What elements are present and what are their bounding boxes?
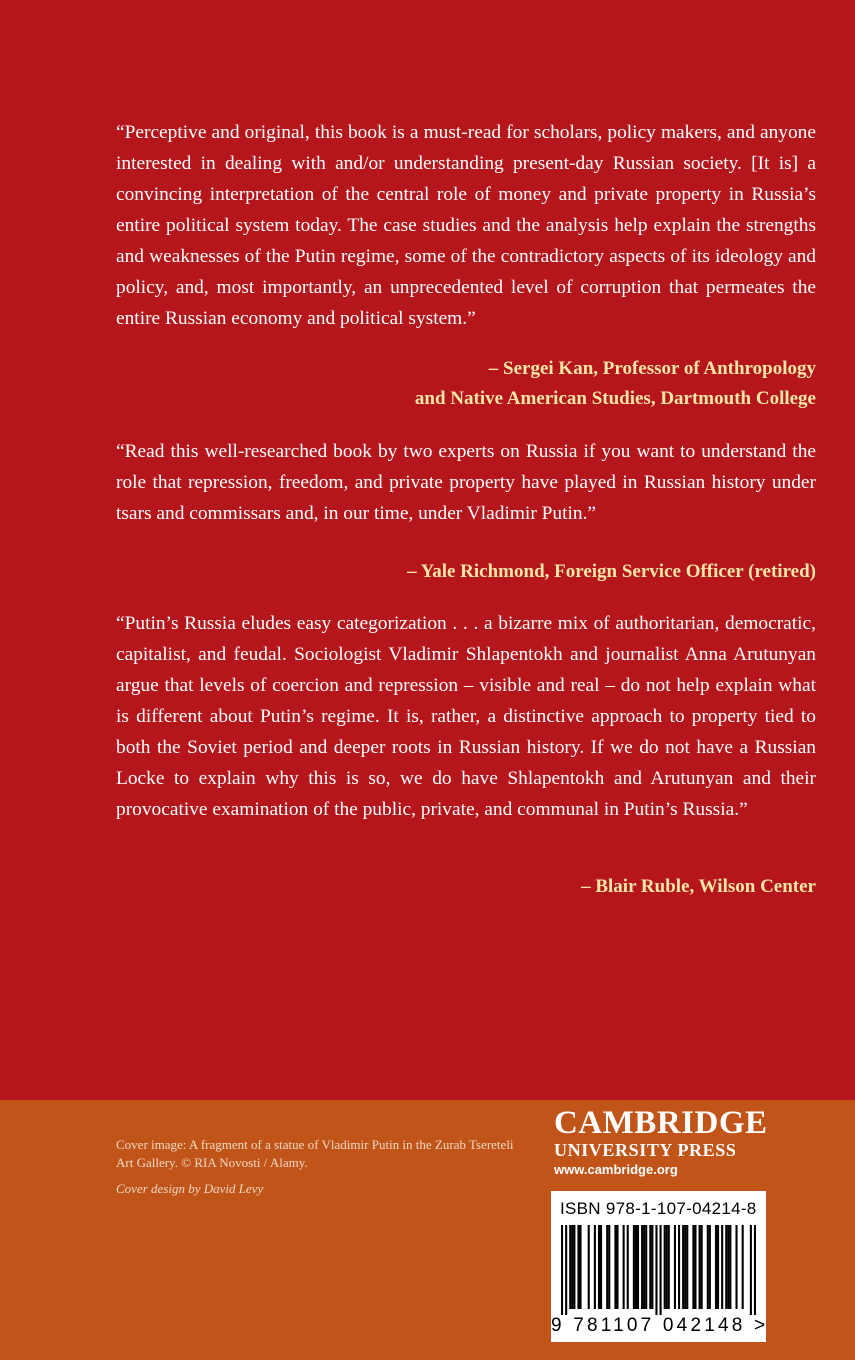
barcode-bar	[664, 1225, 666, 1309]
barcode-bar	[729, 1225, 731, 1309]
barcode-bar	[678, 1225, 680, 1309]
barcode-bar	[717, 1225, 719, 1309]
isbn-barcode-box	[551, 1191, 769, 1342]
quote-3-text: “Putin’s Russia eludes easy categorization . . . a bizarre mix of authoritarian, democratic, capitalist, and feudal. Sociologist Vladimir Shlapentokh and journalist Anna Arutunyan argue that levels of coercion and repression – visible and real – do not help explain what is different about Putin’s regime. It is, rather, a distinctive approach to property tied to both the Soviet period and deeper roots in Russian history. If we do not have a Russian Locke to explain why this is so, we do have Shlapentokh and Arutunyan and their provocative examination of the public, private, and communal in Putin’s Russia.”	[116, 613, 816, 820]
barcode-bar	[579, 1225, 581, 1309]
barcode-bar	[699, 1225, 701, 1309]
barcode-bar	[614, 1225, 616, 1309]
cover-image-credit: Cover image: A fragment of a statue of Vladimir Putin in the Zurab Tsereteli Art Gallery. © RIA Novosti / Alamy.	[116, 1137, 514, 1170]
barcode-bar	[686, 1225, 688, 1309]
publisher-url[interactable]: www.cambridge.org	[554, 1162, 678, 1177]
barcode-bar	[571, 1225, 573, 1309]
barcode-bar	[645, 1225, 647, 1309]
barcode-bar	[707, 1225, 709, 1309]
barcode-bar	[573, 1225, 575, 1309]
barcode-bar	[674, 1225, 676, 1309]
barcode-bar	[577, 1225, 579, 1309]
barcode-bar	[623, 1225, 625, 1309]
barcode-bar	[569, 1225, 571, 1309]
barcode-bar	[684, 1225, 686, 1309]
quote-2-attribution: – Yale Richmond, Foreign Service Officer (retired)	[407, 561, 816, 582]
barcode-bar	[606, 1225, 608, 1309]
barcode-bar	[668, 1225, 670, 1309]
barcode-bar	[635, 1225, 637, 1309]
barcode-bar	[600, 1225, 602, 1309]
barcode-bar	[721, 1225, 723, 1309]
barcode-bar	[561, 1225, 563, 1315]
barcode	[561, 1225, 756, 1315]
barcode-bar	[725, 1225, 727, 1309]
barcode-bar	[692, 1225, 694, 1309]
barcode-bar	[694, 1225, 696, 1309]
publisher-logo	[554, 1106, 784, 1179]
quote-1-attribution-line-1: – Sergei Kan, Professor of Anthropology	[488, 358, 816, 379]
publisher-subtitle: UNIVERSITY PRESS	[554, 1140, 737, 1160]
barcode-bar	[727, 1225, 729, 1309]
barcode-bar	[742, 1225, 744, 1309]
barcode-bar	[598, 1225, 600, 1309]
quote-3-attribution: – Blair Ruble, Wilson Center	[581, 876, 816, 897]
publisher-name: CAMBRIDGE	[554, 1105, 768, 1141]
barcode-bar	[641, 1225, 643, 1309]
barcode-bar	[701, 1225, 703, 1309]
barcode-bar	[594, 1225, 596, 1309]
barcode-bar	[608, 1225, 610, 1309]
barcode-digits: 9 781107 042148 >	[551, 1315, 769, 1336]
barcode-bar	[627, 1225, 629, 1309]
barcode-bar	[750, 1225, 752, 1315]
barcode-bar	[588, 1225, 590, 1309]
barcode-bar	[637, 1225, 639, 1309]
cover-credits	[116, 1136, 516, 1198]
barcode-bar	[660, 1225, 662, 1315]
barcode-bar	[643, 1225, 645, 1309]
isbn-label: ISBN 978-1-107-04214-8	[560, 1199, 757, 1218]
barcode-bar	[655, 1225, 657, 1315]
barcode-bar	[709, 1225, 711, 1309]
barcode-bar	[633, 1225, 635, 1309]
barcode-bar	[682, 1225, 684, 1309]
quote-2-text: “Read this well-researched book by two experts on Russia if you want to understand the role that repression, freedom, and private property have played in Russian history under tsars and commissars and, in our time, under Vladimir Putin.”	[116, 441, 816, 524]
quote-1-text: “Perceptive and original, this book is a must-read for scholars, policy makers, and anyone interested in dealing with and/or understanding present-day Russian society. [It is] a convincing interpretation of the central role of money and private property in Russia’s entire political system today. The case studies and the analysis help explain the strengths and weaknesses of the Putin regime, some of the contradictory aspects of its ideology and policy, and, most importantly, an unprecedented level of corruption that permeates the entire Russian economy and political system.”	[116, 122, 816, 329]
barcode-bar	[651, 1225, 653, 1309]
quote-1-attribution-line-2: and Native American Studies, Dartmouth College	[414, 388, 816, 409]
barcode-bar	[649, 1225, 651, 1309]
barcode-bar	[666, 1225, 668, 1309]
barcode-bar	[754, 1225, 756, 1315]
barcode-bar	[565, 1225, 567, 1315]
barcode-bar	[715, 1225, 717, 1309]
barcode-bar	[616, 1225, 618, 1309]
cover-design-credit: Cover design by David Levy	[116, 1181, 264, 1196]
barcode-bar	[735, 1225, 737, 1309]
